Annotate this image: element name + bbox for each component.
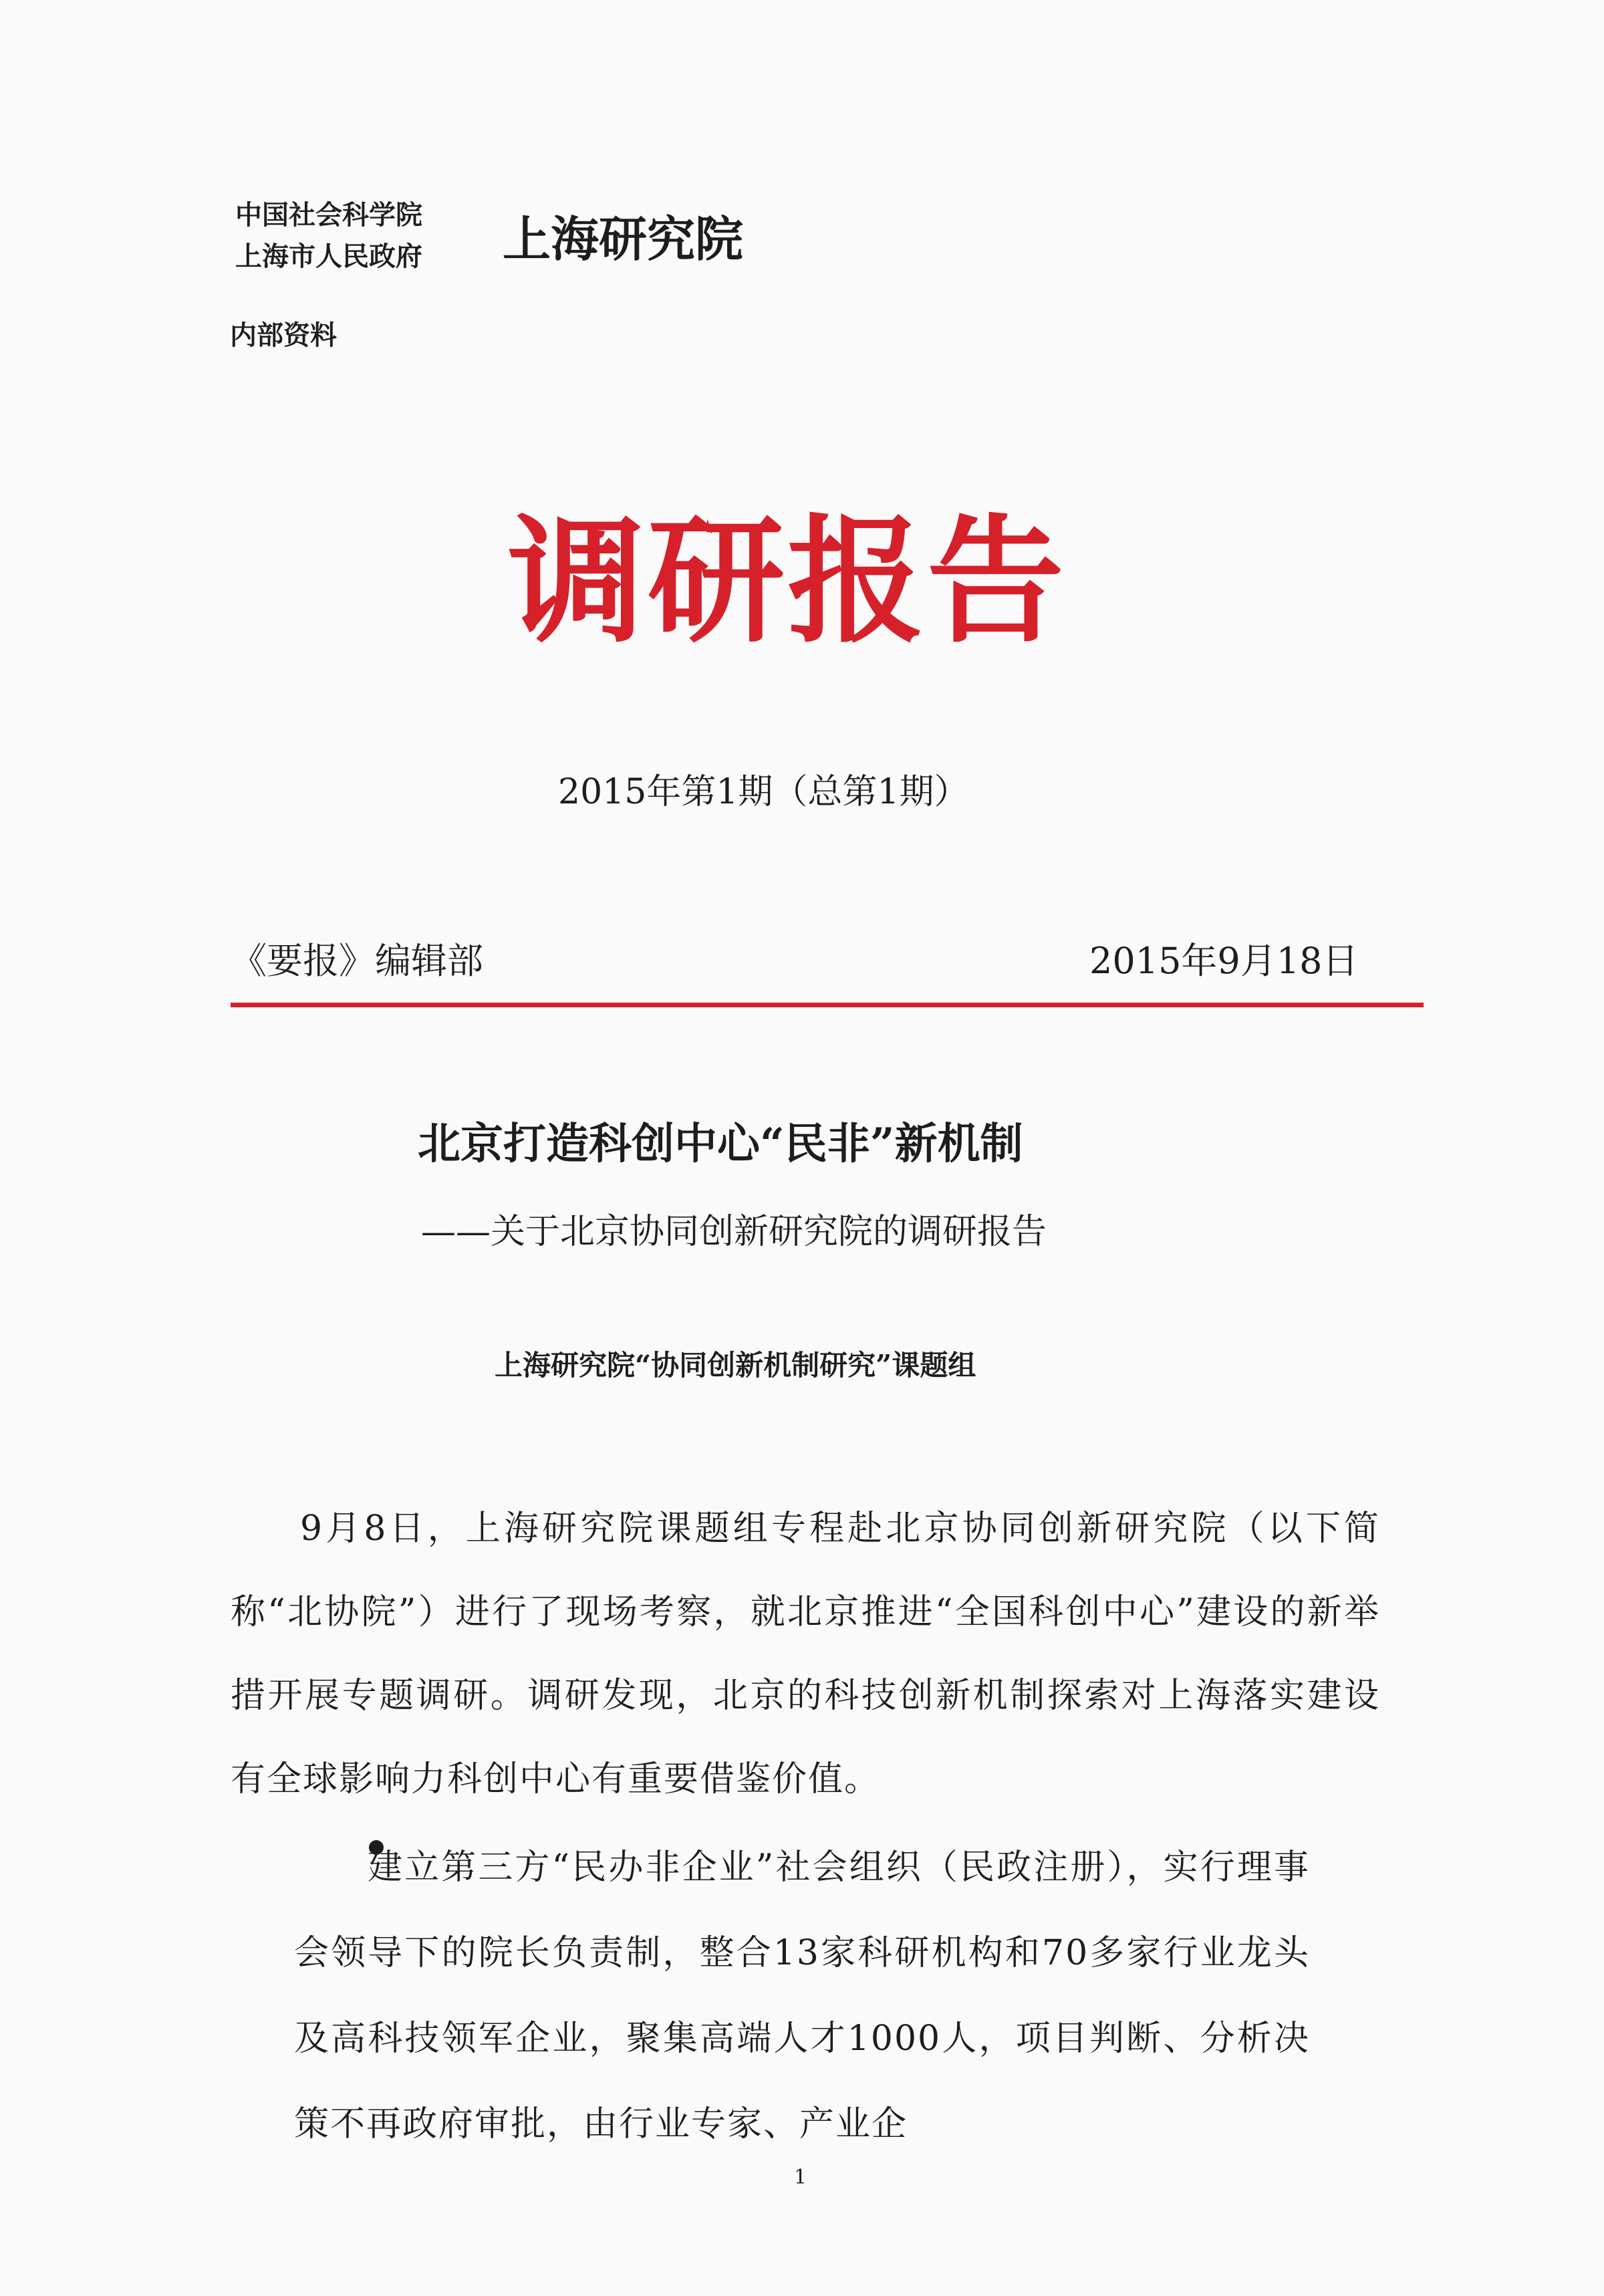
article-byline: 上海研究院“协同创新机制研究”课题组 — [495, 1349, 976, 1382]
body-paragraph-1: 9月8日，上海研究院课题组专程赴北京协同创新研究院（以下简称“北协院”）进行了现场考察，就北京推进“全国科创中心”建设的新举措开展专题调研。调研发现，北京的科技创新机制探索对上海落实建设有全球影响力科创中心有重要借鉴价值。 — [231, 1509, 1380, 1799]
red-divider — [231, 1003, 1424, 1007]
org-line-shanghai-gov: 上海市人民政府 — [235, 241, 422, 272]
report-title: 调研报告 — [508, 501, 1067, 662]
publication-date: 2015年9月18日 — [1089, 940, 1359, 982]
body-paragraph-2: 建立第三方“民办非企业”社会组织（民政注册），实行理事会领导下的院长负责制，整合13家科研机构和70多家行业龙头及高科技领军企业，聚集高端人才1000人，项目判断、分析决策不再政府审批，由行业专家、产业企 — [294, 1847, 1310, 2144]
internal-label: 内部资料 — [230, 320, 337, 351]
article-headline: 北京打造科创中心“民非”新机制 — [418, 1119, 1023, 1169]
org-line-cass: 中国社会科学院 — [235, 199, 422, 231]
issue-number: 2015年第1期（总第1期） — [558, 772, 969, 812]
editorial-department: 《要报》编辑部 — [231, 940, 483, 982]
page-number: 1 — [794, 2166, 807, 2189]
article-subheadline: ——关于北京协同创新研究院的调研报告 — [421, 1212, 1047, 1252]
institute-name: 上海研究院 — [503, 211, 744, 267]
